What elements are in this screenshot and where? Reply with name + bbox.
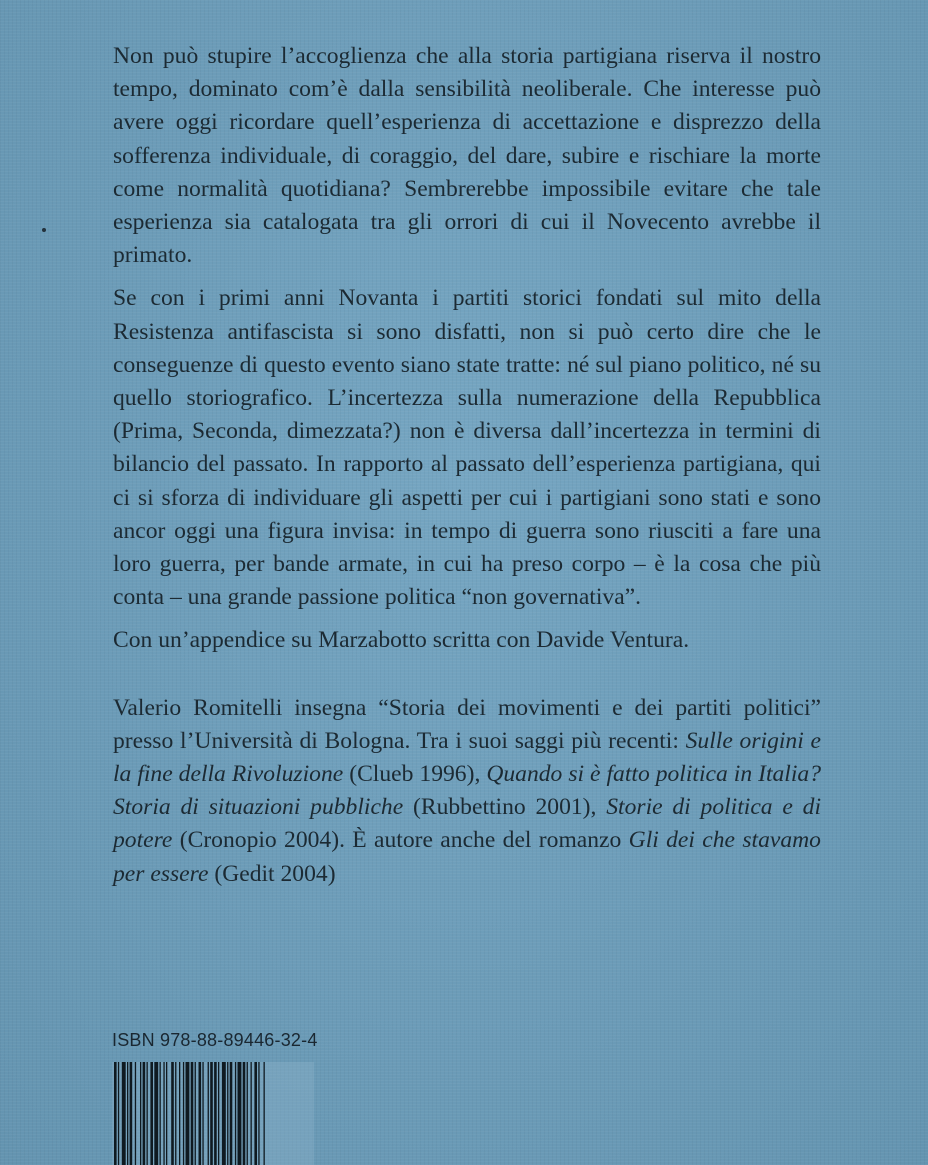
barcode-bar bbox=[130, 1062, 133, 1165]
barcode-bar bbox=[195, 1062, 196, 1165]
bio-pub-1: (Clueb 1996), bbox=[343, 761, 487, 788]
barcode-bar bbox=[163, 1062, 164, 1165]
barcode-bar bbox=[254, 1062, 257, 1165]
isbn-label: ISBN 978-88-89446-32-4 bbox=[112, 1030, 318, 1050]
barcode-bar bbox=[127, 1062, 128, 1165]
barcode-bar bbox=[202, 1062, 203, 1165]
barcode-bar bbox=[135, 1062, 136, 1165]
barcode-bar bbox=[264, 1062, 265, 1165]
barcode-bar bbox=[238, 1062, 242, 1165]
barcode-bar bbox=[122, 1062, 126, 1165]
barcode-bar bbox=[208, 1062, 209, 1165]
blurb-paragraph-2: Se con i primi anni Novanta i partiti storici fondati sul mito della Resistenza antifascista si sono disfatti, non si può certo dire che le conseguenze di questo evento siano state tratte: né sul piano politico, né su quello storiografico. L’incertezza sulla numerazione della Repubblica (Prima, Seconda, dimezzata?) non è diversa dall’incertezza in termini di bilancio del passato. In rapporto al passato dell’esperienza partigiana, qui ci si sforza di individuare gli aspetti per cui i partigiani sono stati e sono ancor oggi una figura invisa: in tempo di guerra sono riusciti a fare una loro guerra, per bande armate, in cui ha preso corpo – è la cosa che più conta – una grande passione politica “non governativa”. bbox=[113, 285, 821, 611]
barcode-bar bbox=[186, 1062, 190, 1165]
barcode-bar bbox=[230, 1062, 233, 1165]
bio-title-4: Gli dei che stavamo per essere bbox=[113, 827, 821, 887]
barcode-bar bbox=[258, 1062, 259, 1165]
bio-pub-2: (Rubbettino 2001), bbox=[403, 794, 607, 821]
appendix-note: Con un’appendice su Marzabotto scritta con Davide Ventura. bbox=[113, 627, 690, 654]
bio-pub-3: (Cronopio 2004). È autore anche del romanzo bbox=[172, 827, 629, 854]
barcode-bar bbox=[147, 1062, 148, 1165]
bio-title-3: Storie di politica e di potere bbox=[113, 794, 821, 854]
bio-pub-4: (Gedit 2004) bbox=[208, 860, 336, 887]
bio-title-2: Quando si è fatto politica in Italia? Storia di situazioni pubbliche bbox=[113, 761, 822, 821]
blurb-paragraph-1: Non può stupire l’accoglienza che alla storia partigiana riserva il nostro tempo, dominato com’è dalla sensibilità neoliberale. Che interesse può avere oggi ricordare quell’esperienza di accettazione e disprezzo della sofferenza individuale, di coraggio, del dare, subire e rischiare la morte come normalità quotidiana? Sembrerebbe impossibile evitare che tale esperienza sia catalogata tra gli orrori di cui il Novecento avrebbe il primato. bbox=[113, 43, 821, 269]
barcode-bar bbox=[222, 1062, 226, 1165]
print-speck bbox=[42, 228, 46, 232]
barcode-bar bbox=[243, 1062, 246, 1165]
barcode-bar bbox=[235, 1062, 236, 1165]
barcode-bar bbox=[247, 1062, 248, 1165]
barcode-bar bbox=[214, 1062, 217, 1165]
barcode-bar bbox=[183, 1062, 184, 1165]
barcode-bar bbox=[191, 1062, 194, 1165]
barcode-bar bbox=[199, 1062, 202, 1165]
barcode-bar bbox=[179, 1062, 180, 1165]
author-bio bbox=[113, 692, 821, 891]
barcode bbox=[112, 1062, 314, 1165]
bio-intro: Valerio Romitelli insegna “Storia dei movimenti e dei partiti politici” presso l’Università di Bologna. Tra i suoi saggi più recenti: bbox=[113, 694, 821, 754]
barcode-bar bbox=[143, 1062, 146, 1165]
barcode-bar bbox=[227, 1062, 228, 1165]
barcode-bar bbox=[171, 1062, 174, 1165]
barcode-bar bbox=[154, 1062, 158, 1165]
blurb-text bbox=[113, 40, 821, 891]
barcode-bar bbox=[175, 1062, 176, 1165]
barcode-bar bbox=[114, 1062, 117, 1165]
barcode-bar bbox=[160, 1062, 161, 1165]
barcode-bar bbox=[150, 1062, 153, 1165]
barcode-bar bbox=[218, 1062, 219, 1165]
barcode-bar bbox=[251, 1062, 252, 1165]
bio-title-1: Sulle origini e la fine della Rivoluzione bbox=[113, 727, 821, 788]
barcode-bar bbox=[210, 1062, 213, 1165]
barcode-bar bbox=[166, 1062, 167, 1165]
barcode-bar bbox=[140, 1062, 141, 1165]
barcode-bar bbox=[118, 1062, 119, 1165]
